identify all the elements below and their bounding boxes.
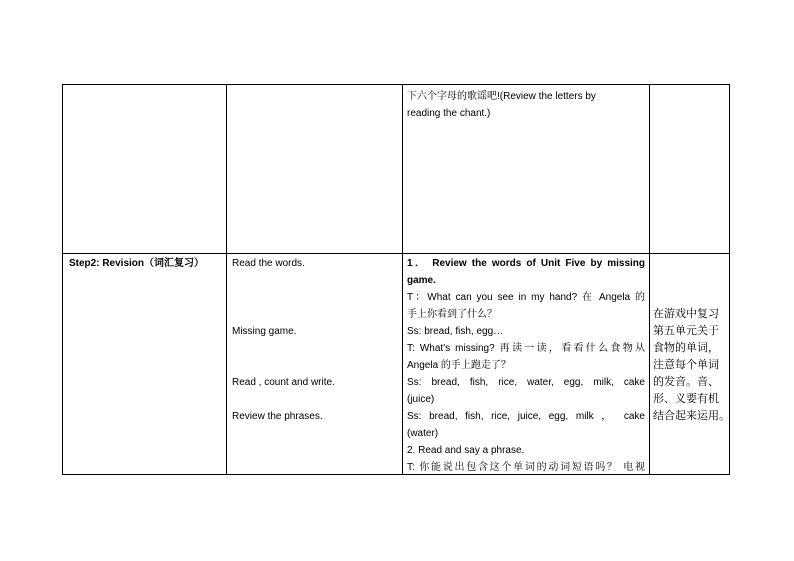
process-line-7: Angela 的手上跑走了？ [407, 360, 511, 371]
activity-read-count-write: Read , count and write. [232, 377, 335, 388]
row1-process-line-2: reading the chant.) [407, 108, 491, 119]
column-divider [402, 85, 403, 474]
process-line-9: (juice) [407, 394, 435, 405]
process-line-12: 2. Read and say a phrase. [407, 445, 525, 456]
purpose-line-4: 注意每个单词 [653, 359, 719, 371]
process-line-3: T：What can you see in my hand? 在 Angela 的 [407, 292, 645, 303]
process-line-5: Ss: bread, fish, egg… [407, 326, 504, 337]
purpose-line-7: 结合起来运用。 [653, 410, 730, 422]
column-divider [226, 85, 227, 474]
process-line-4: 手上你看到了什么？ [407, 309, 497, 320]
purpose-line-6: 形、义要有机 [653, 393, 719, 405]
purpose-line-1: 在游戏中复习 [653, 308, 719, 320]
lesson-plan-table [62, 84, 730, 475]
process-line-11: (water) [407, 428, 439, 439]
column-divider [649, 85, 650, 474]
process-line-1: 1． Review the words of Unit Five by missing [407, 258, 645, 269]
activity-review-phrases: Review the phrases. [232, 411, 323, 422]
process-line-2: game. [407, 275, 436, 286]
row1-process-line-1: 下六个字母的歌谣吧!(Review the letters by [407, 91, 596, 102]
purpose-line-5: 的发音。音、 [653, 376, 719, 388]
purpose-line-3: 食物的单词， [653, 342, 719, 354]
process-line-6: T: What's missing? 再读一读，看看什么食物从 [407, 343, 645, 354]
row-divider [63, 253, 729, 254]
process-line-10: Ss: bread, fish, rice, juice, egg, milk ， cake [407, 411, 645, 422]
purpose-line-2: 第五单元关于 [653, 325, 719, 337]
step-label: Step2: Revision（词汇复习） [69, 258, 205, 269]
process-line-13: T: 你能说出包含这个单词的动词短语吗？ 电视 [407, 462, 645, 473]
process-line-8: Ss: bread, fish, rice, water, egg, milk, cake [407, 377, 645, 388]
activity-read-words: Read the words. [232, 258, 305, 269]
activity-missing-game: Missing game. [232, 326, 297, 337]
